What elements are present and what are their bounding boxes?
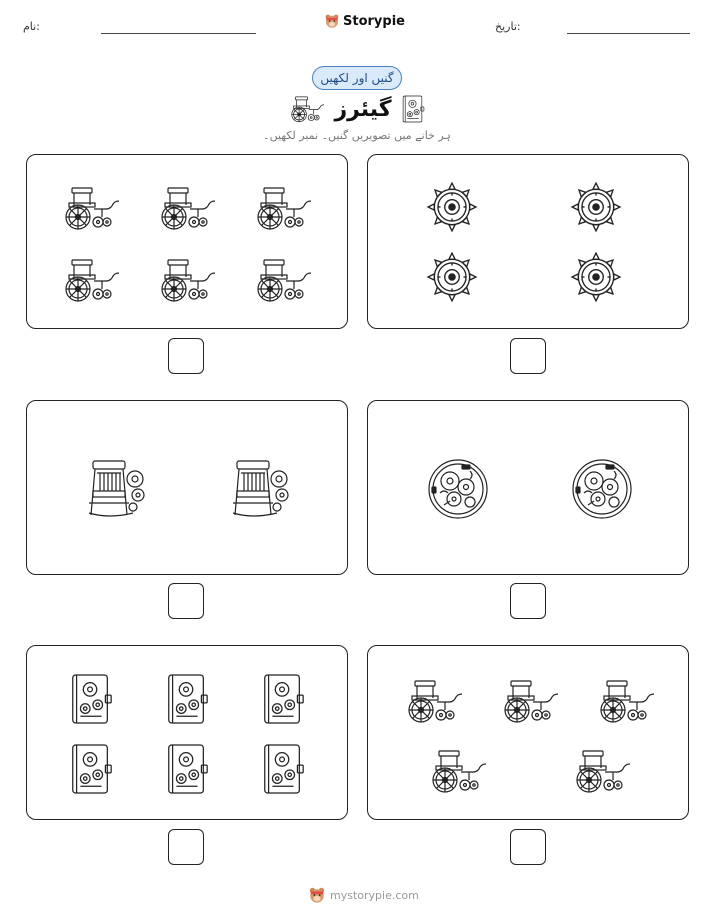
gear-clockwork-icon — [426, 457, 490, 521]
answer-box-bottom-right[interactable] — [510, 829, 546, 865]
gear-book-icon — [259, 742, 307, 796]
page-title: گیئرز — [334, 96, 392, 122]
answer-box-middle-right[interactable] — [510, 583, 546, 619]
panel-top-left — [26, 154, 348, 329]
panel-bottom-left — [26, 645, 348, 820]
gear-icon — [426, 251, 478, 303]
gear-cart-icon — [253, 183, 313, 233]
storypie-logo — [324, 13, 405, 29]
gear-cart-icon — [61, 255, 121, 305]
date-label: تاریخ: — [495, 20, 521, 33]
instruction-text: ہر خانے میں تصویریں گنیں۔ نمبر لکھیں۔ — [263, 129, 451, 142]
gear-loom-icon — [79, 457, 151, 521]
gear-icon — [426, 181, 478, 233]
gear-book-icon — [163, 672, 211, 726]
panel-top-right — [367, 154, 689, 329]
footer — [308, 886, 419, 904]
bear-icon — [324, 13, 340, 29]
gear-book-icon — [400, 94, 426, 124]
date-line[interactable] — [567, 33, 690, 34]
gear-cart-icon — [253, 255, 313, 305]
gear-cart-icon — [500, 676, 560, 726]
gear-icon — [570, 181, 622, 233]
brand-name: Storypie — [343, 13, 405, 29]
gear-clockwork-icon — [570, 457, 634, 521]
answer-box-top-left[interactable] — [168, 338, 204, 374]
gear-cart-icon — [572, 746, 632, 796]
panel-middle-right — [367, 400, 689, 575]
answer-box-top-right[interactable] — [510, 338, 546, 374]
activity-badge: گنیں اور لکھیں — [312, 66, 402, 90]
gear-book-icon — [67, 672, 115, 726]
answer-box-middle-left[interactable] — [168, 583, 204, 619]
gear-book-icon — [163, 742, 211, 796]
gear-cart-icon — [428, 746, 488, 796]
gear-cart-icon — [288, 95, 326, 123]
gear-cart-icon — [61, 183, 121, 233]
footer-url[interactable]: mystorypie.com — [330, 888, 419, 902]
gear-icon — [570, 251, 622, 303]
gear-cart-icon — [157, 255, 217, 305]
panel-middle-left — [26, 400, 348, 575]
answer-box-bottom-left[interactable] — [168, 829, 204, 865]
gear-cart-icon — [157, 183, 217, 233]
gear-cart-icon — [404, 676, 464, 726]
name-label: نام: — [23, 20, 40, 33]
title-row — [0, 93, 714, 125]
name-line[interactable] — [101, 33, 256, 34]
panel-bottom-right — [367, 645, 689, 820]
gear-book-icon — [259, 672, 307, 726]
gear-cart-icon — [596, 676, 656, 726]
bear-icon — [308, 886, 326, 904]
gear-book-icon — [67, 742, 115, 796]
gear-loom-icon — [223, 457, 295, 521]
